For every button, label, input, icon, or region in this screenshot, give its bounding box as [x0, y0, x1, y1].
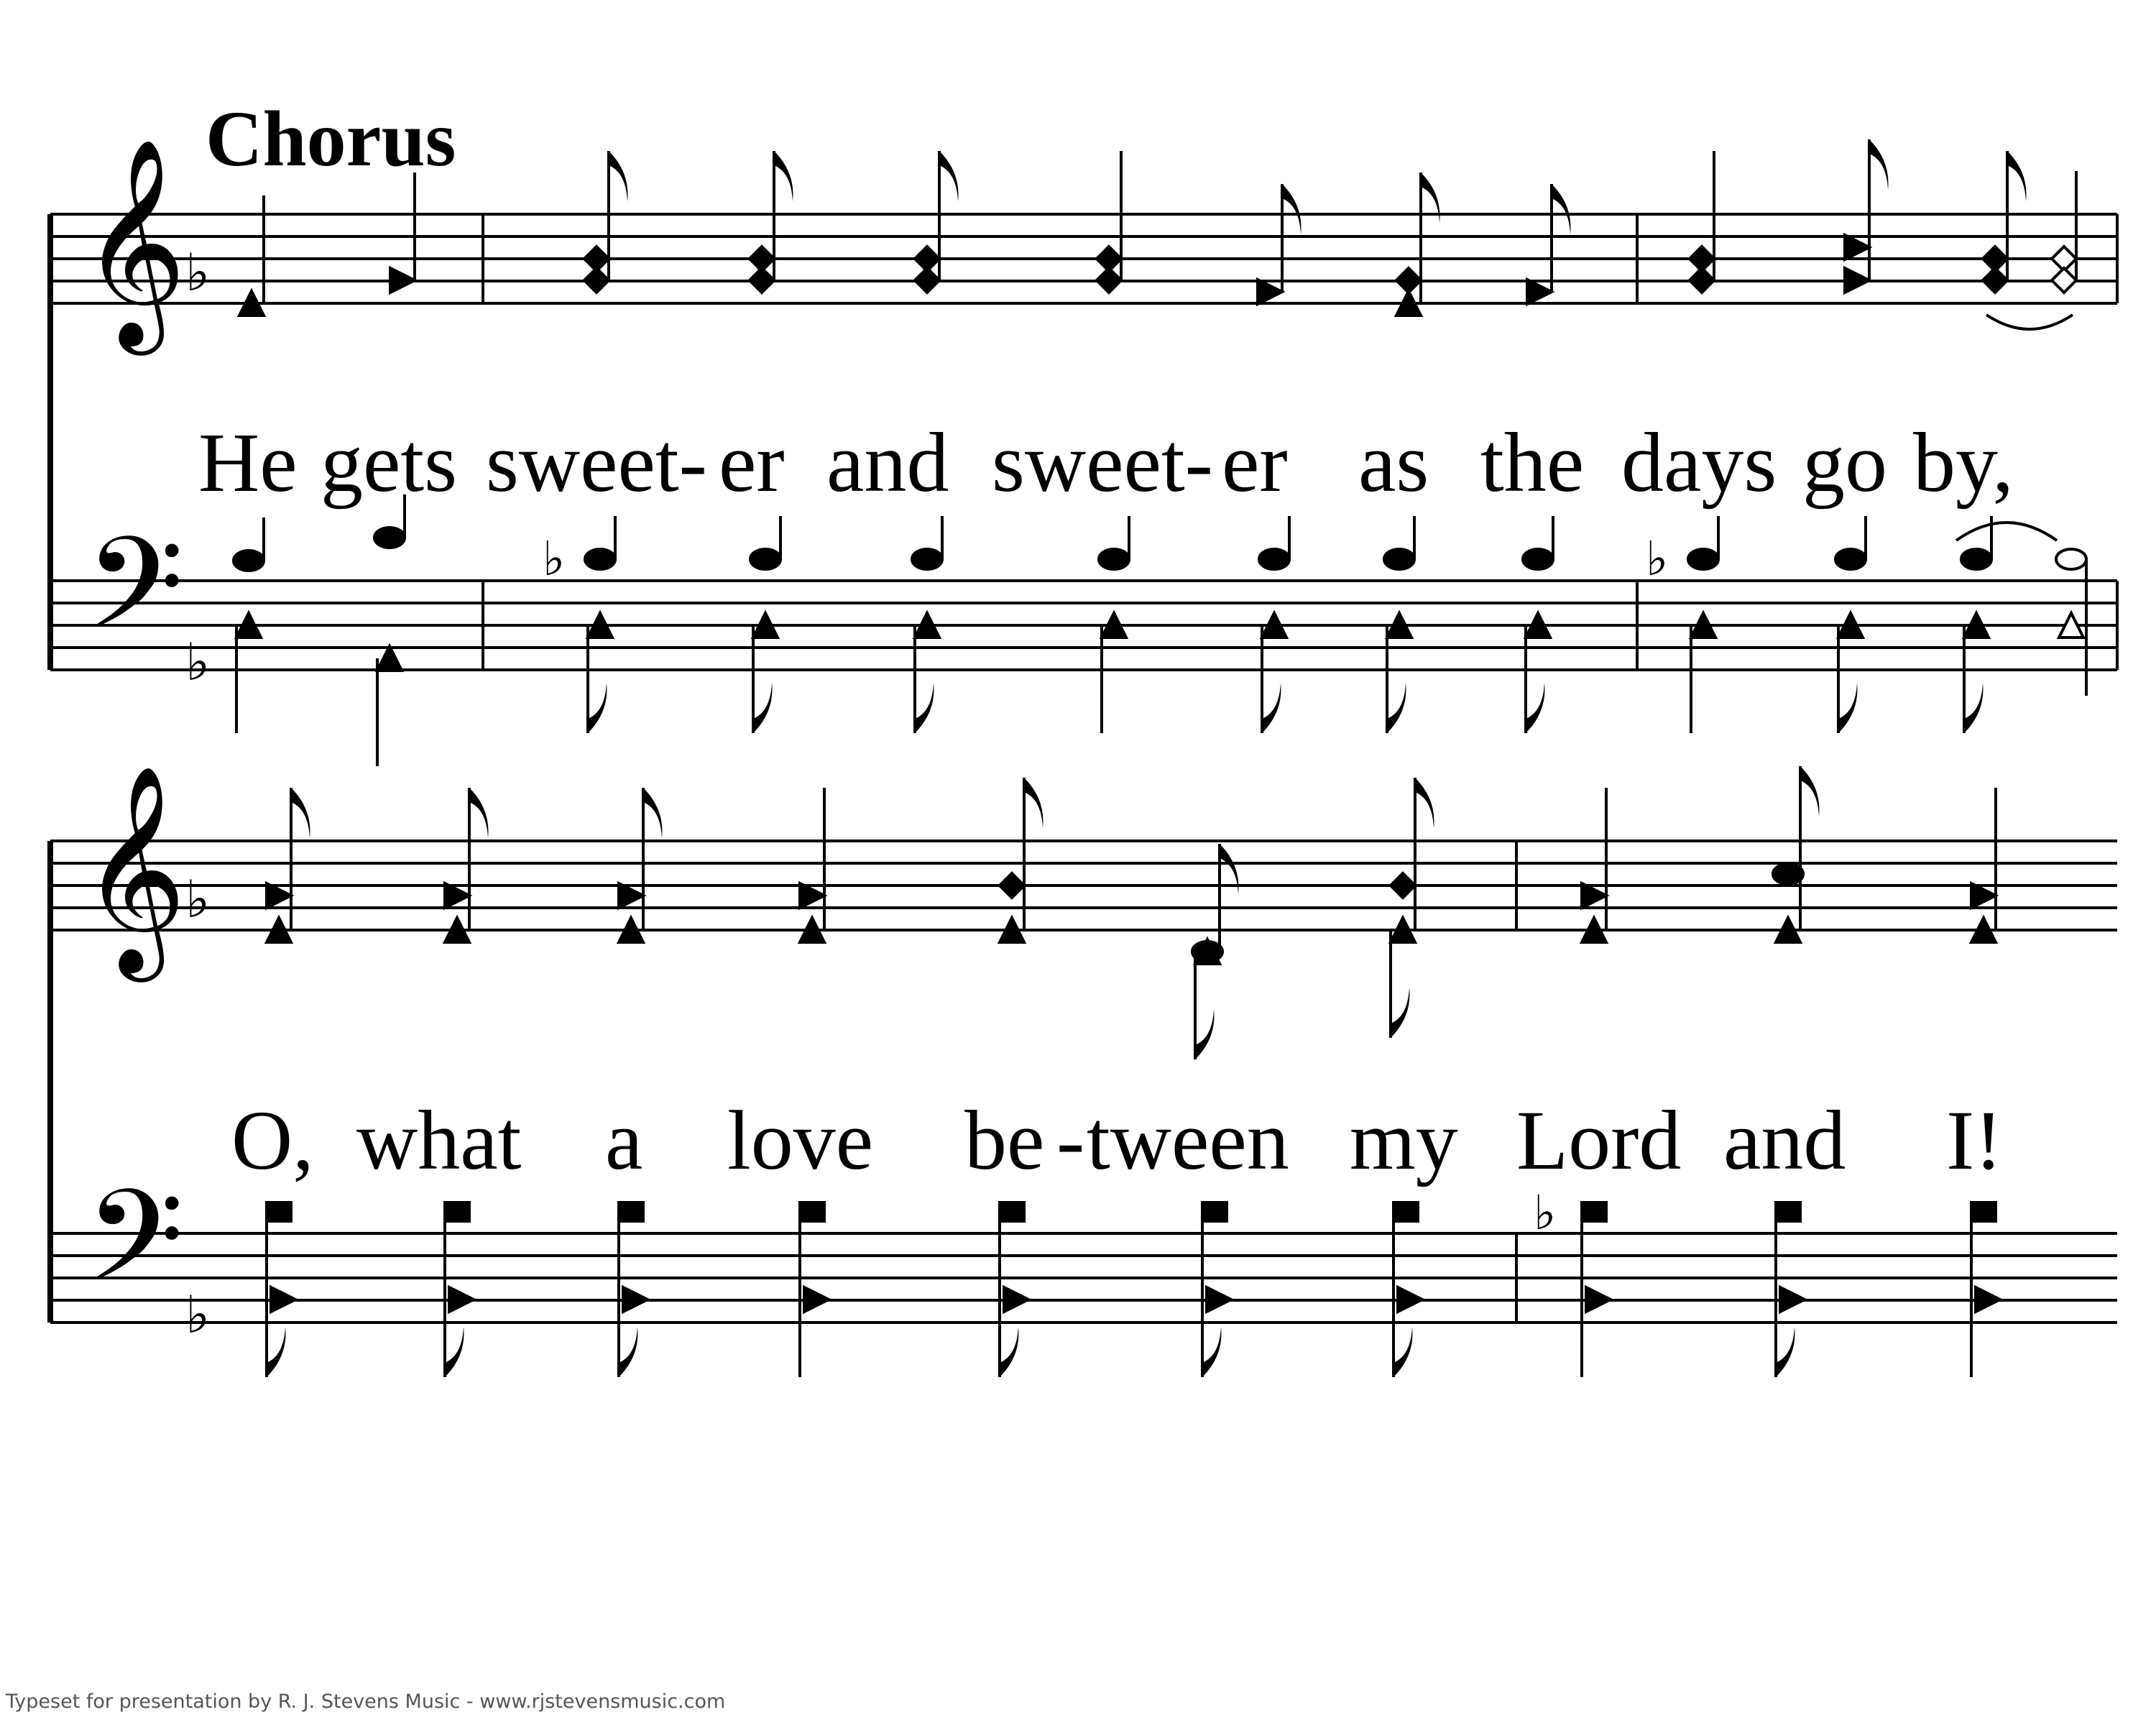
note-head [1582, 883, 1606, 908]
tie [1956, 523, 2057, 540]
note-head [1780, 1287, 1805, 1312]
note-flag [1526, 683, 1544, 733]
note-head [1688, 549, 1718, 569]
note-head [1961, 549, 1991, 569]
note-flag [1800, 766, 1819, 816]
note-head [1004, 1287, 1028, 1312]
note-head [1258, 280, 1282, 304]
notes [234, 139, 2086, 1377]
note-head [1000, 873, 1024, 898]
lyric-syllable: O, [231, 1093, 314, 1187]
note-flag [939, 151, 958, 201]
lyric-syllable: as [1358, 415, 1429, 510]
flat-icon: ♭ [543, 531, 566, 586]
note-head [1527, 280, 1552, 304]
note-flag [1387, 683, 1406, 733]
note-head [804, 1287, 829, 1312]
note-head [1384, 549, 1414, 569]
lyric-syllable: a [605, 1093, 643, 1187]
note-head [1845, 235, 1869, 259]
lyric-syllable: sweet- [992, 415, 1213, 510]
tie [1986, 315, 2073, 329]
note-head [623, 1287, 648, 1312]
note-head [1000, 1202, 1024, 1221]
note-flag [643, 788, 662, 838]
note-head [750, 268, 774, 293]
note-head [1207, 1287, 1231, 1312]
flat-icon: ♭ [1646, 531, 1669, 586]
footer-credit: Typeset for presentation by R. J. Stevens Music - www.rjstevensmusic.com [6, 1690, 726, 1713]
lyric-syllable: and [1723, 1093, 1846, 1187]
lyric-syllable: by, [1913, 415, 2014, 510]
lyric-syllable: be [964, 1093, 1045, 1187]
note-head [1976, 1287, 2000, 1312]
note-head [1971, 1202, 1996, 1221]
lyric-syllable: sweet- [486, 415, 707, 510]
note-head [2056, 549, 2086, 569]
note-flag [1000, 1327, 1018, 1377]
note-head [1523, 549, 1553, 569]
note-flag [609, 151, 627, 201]
note-head [912, 549, 942, 569]
lyric-syllable: Lord [1516, 1093, 1682, 1187]
note-head [1586, 1287, 1611, 1312]
note-flag [1552, 184, 1570, 234]
note-flag [1415, 778, 1434, 828]
note-head [1097, 268, 1121, 293]
note-head [1398, 1287, 1422, 1312]
note-head [619, 883, 643, 908]
note-head [584, 268, 609, 293]
note-flag [753, 683, 772, 733]
note-flag [1869, 139, 1888, 190]
lyric-syllable: the [1480, 415, 1585, 510]
section-title: Chorus [206, 95, 456, 183]
note-flag [1024, 778, 1043, 828]
note-head [1099, 549, 1129, 569]
lyric-syllable: love [727, 1093, 874, 1187]
note-flag [1262, 683, 1281, 733]
note-head [1983, 268, 2007, 293]
bass-clef-icon: 𝄢 [85, 509, 185, 689]
note-head [234, 551, 264, 571]
note-head [915, 268, 939, 293]
note-flag [291, 788, 310, 838]
note-flag [1838, 683, 1857, 733]
note-head [449, 1287, 474, 1312]
note-head [1835, 549, 1866, 569]
treble-clef-icon: 𝄞 [80, 137, 187, 346]
note-flag [267, 1327, 285, 1377]
note-head [445, 883, 469, 908]
note-head [1259, 549, 1289, 569]
note-head [271, 1287, 295, 1312]
lyric-hyphen: - [1056, 1093, 1085, 1187]
treble-clef-icon: 𝄞 [80, 763, 187, 972]
lyric-syllable: er [1222, 415, 1288, 510]
lyric-syllable: tween [1087, 1093, 1289, 1187]
lyric-syllable: go [1802, 415, 1887, 510]
note-flag [915, 683, 934, 733]
note-head [267, 1202, 291, 1221]
flat-icon: ♭ [185, 242, 210, 303]
note-flag [1393, 1327, 1412, 1377]
note-flag [1391, 988, 1409, 1038]
lyric-syllable: He [198, 415, 298, 510]
note-head [374, 528, 405, 548]
note-head [1845, 268, 1869, 293]
note-flag [774, 151, 793, 201]
note-head [267, 883, 291, 908]
note-head [1393, 1202, 1418, 1221]
note-flag [1964, 683, 1983, 733]
lyric-syllable: what [356, 1093, 522, 1187]
flat-icon: ♭ [185, 869, 210, 929]
note-head [1582, 1202, 1606, 1221]
note-flag [619, 1327, 637, 1377]
note-head [377, 646, 402, 671]
note-head [1773, 864, 1803, 884]
note-flag [445, 1327, 464, 1377]
note-head [1971, 883, 1996, 908]
note-head [1202, 1202, 1227, 1221]
note-flag [1282, 184, 1301, 234]
note-flag [2007, 151, 2026, 201]
note-head [1776, 1202, 1800, 1221]
lyric-syllable: gets [321, 415, 458, 510]
note-flag [1776, 1327, 1795, 1377]
note-head [585, 549, 615, 569]
note-flag [588, 683, 607, 733]
flat-icon: ♭ [185, 632, 210, 692]
note-head [619, 1202, 643, 1221]
note-head [800, 1202, 824, 1221]
flat-icon: ♭ [185, 1284, 210, 1345]
note-head [390, 268, 415, 293]
lyric-syllable: days [1621, 415, 1777, 510]
lyric-syllable: my [1350, 1093, 1458, 1187]
note-head [445, 1202, 469, 1221]
flat-icon: ♭ [1534, 1185, 1557, 1241]
lyric-syllable: I! [1946, 1093, 2003, 1187]
note-head [1690, 268, 1714, 293]
note-head [750, 549, 780, 569]
note-head [1391, 873, 1415, 898]
lyric-syllable: and [826, 415, 949, 510]
note-flag [469, 788, 488, 838]
bass-clef-icon: 𝄢 [85, 1162, 185, 1342]
note-flag [1195, 1009, 1214, 1059]
note-flag [1202, 1327, 1221, 1377]
note-head [2052, 268, 2076, 293]
lyric-syllable: er [719, 415, 785, 510]
note-head [800, 883, 824, 908]
